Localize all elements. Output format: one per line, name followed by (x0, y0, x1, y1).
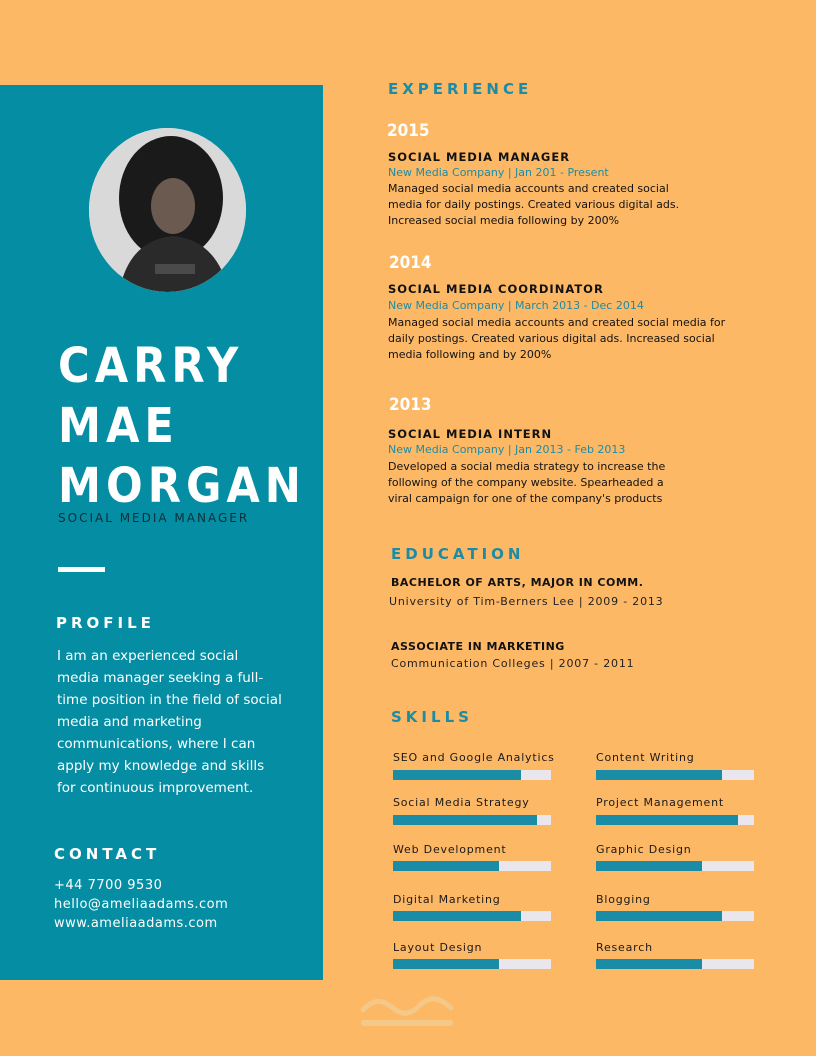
experience-company: New Media Company | March 2013 - Dec 2014 (388, 299, 644, 312)
education-title: BACHELOR OF ARTS, MAJOR IN COMM. (391, 576, 644, 589)
name-line-3: MORGAN (58, 458, 306, 514)
profile-text: I am an experienced social media manager seeking a full-time position in the field of social media and marketing communications, where I can apply my knowledge and skills for continuous improvement. (57, 648, 282, 796)
skill-label: Blogging (596, 893, 651, 906)
experience-year: 2015 (387, 121, 430, 141)
contact-email[interactable]: hello@ameliaadams.com (54, 897, 229, 912)
profile-heading: PROFILE (56, 614, 155, 632)
skill-bar-track (596, 815, 754, 825)
candidate-role: SOCIAL MEDIA MANAGER (58, 511, 250, 525)
experience-title: SOCIAL MEDIA INTERN (388, 427, 553, 441)
skill-bar-track (393, 959, 551, 969)
divider-bar (58, 567, 105, 572)
experience-title: SOCIAL MEDIA COORDINATOR (388, 282, 604, 296)
skill-label: Layout Design (393, 941, 483, 954)
skill-label: Digital Marketing (393, 893, 501, 906)
skill-bar-fill (596, 861, 702, 871)
skill-bar-fill (596, 770, 722, 780)
watermark-icon (357, 990, 457, 1030)
skill-bar-fill (596, 815, 738, 825)
skill-label: SEO and Google Analytics (393, 751, 555, 764)
experience-description: Developed a social media strategy to increase the following of the company website. Spearheaded a viral campaign for one of the company's products (388, 460, 666, 505)
name-line-1: CARRY (58, 338, 244, 394)
skill-label: Social Media Strategy (393, 796, 530, 809)
watermark-logo (357, 990, 457, 1036)
skill-bar-track (393, 911, 551, 921)
skill-bar-fill (393, 861, 499, 871)
skill-label: Research (596, 941, 653, 954)
skill-bar-fill (393, 770, 521, 780)
skill-bar-track (596, 959, 754, 969)
contact-heading: CONTACT (54, 845, 161, 863)
skill-bar-fill (393, 815, 537, 825)
contact-website[interactable]: www.ameliaadams.com (54, 916, 218, 931)
skill-bar-fill (393, 959, 499, 969)
skill-label: Graphic Design (596, 843, 692, 856)
experience-title: SOCIAL MEDIA MANAGER (388, 150, 571, 164)
skill-label: Content Writing (596, 751, 695, 764)
skill-bar-fill (393, 911, 521, 921)
skill-label: Project Management (596, 796, 724, 809)
experience-heading: EXPERIENCE (388, 80, 533, 98)
profile-photo (89, 128, 246, 292)
skill-bar-track (596, 861, 754, 871)
skill-bar-track (393, 815, 551, 825)
skill-bar-track (393, 861, 551, 871)
education-school: University of Tim-Berners Lee | 2009 - 2013 (389, 595, 664, 608)
education-title: ASSOCIATE IN MARKETING (391, 640, 565, 653)
person-silhouette-icon (89, 128, 246, 292)
experience-year: 2013 (389, 395, 432, 415)
experience-company: New Media Company | Jan 2013 - Feb 2013 (388, 443, 626, 456)
education-school: Communication Colleges | 2007 - 2011 (391, 657, 635, 670)
skill-bar-track (596, 770, 754, 780)
skill-bar-fill (596, 959, 702, 969)
skill-bar-track (393, 770, 551, 780)
experience-company: New Media Company | Jan 201 - Present (388, 166, 609, 179)
education-heading: EDUCATION (391, 545, 525, 563)
skill-bar-fill (596, 911, 722, 921)
contact-phone: +44 7700 9530 (54, 878, 163, 893)
skill-bar-track (596, 911, 754, 921)
candidate-name (58, 336, 306, 516)
experience-description: Managed social media accounts and created social media for daily postings. Created various digital ads. Increased social media following by 200% (388, 182, 680, 227)
skills-heading: SKILLS (391, 708, 473, 726)
experience-description: Managed social media accounts and created social media for daily postings. Created various digital ads. Increased social media following and by 200% (388, 316, 726, 361)
name-line-2: MAE (58, 398, 179, 454)
skill-label: Web Development (393, 843, 507, 856)
experience-year: 2014 (389, 253, 432, 273)
